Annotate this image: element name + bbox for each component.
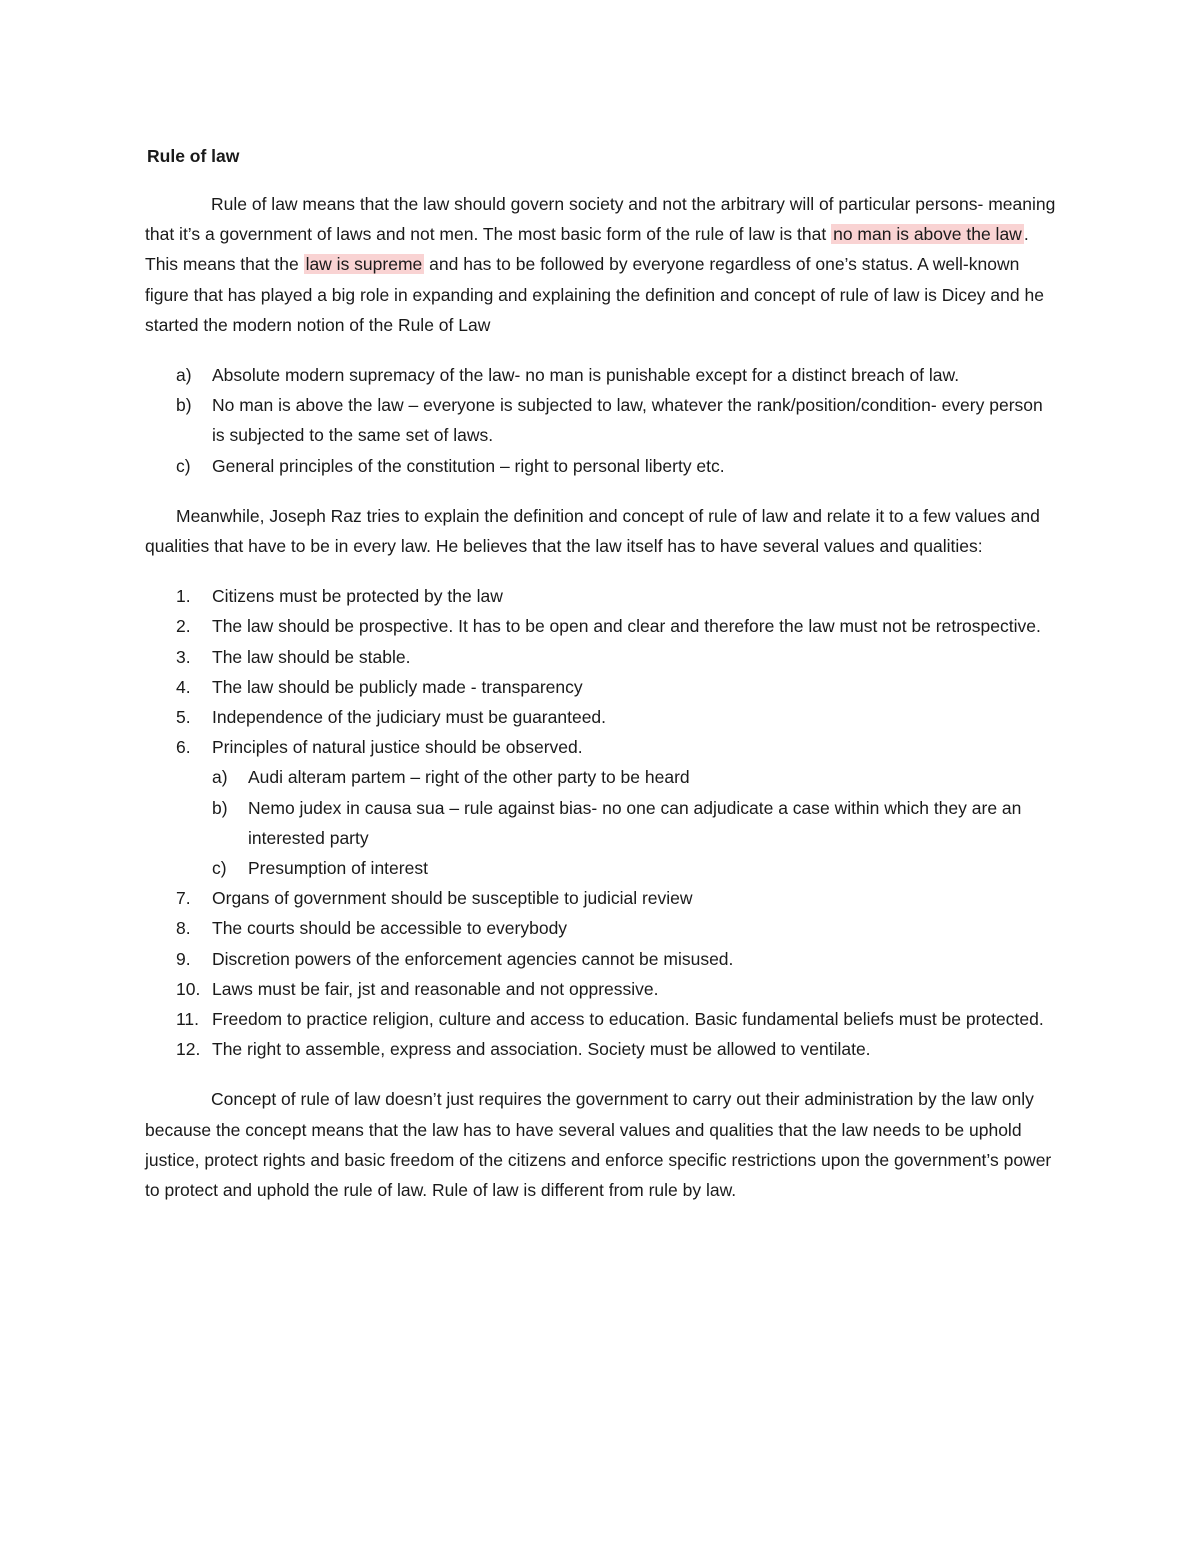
list-item-text: Freedom to practice religion, culture and access to education. Basic fundamental beliefs must be protected.: [212, 1009, 1044, 1030]
list-marker: 3.: [176, 646, 191, 667]
list-marker: 7.: [176, 888, 191, 909]
list-marker: c): [176, 455, 191, 476]
list-item: [145, 1004, 1060, 1034]
sublist-item: [212, 793, 1060, 853]
list-item-text: The law should be prospective. It has to be open and clear and therefore the law must not be retrospective.: [212, 616, 1041, 637]
list-item: [145, 611, 1060, 641]
list-item-text: Absolute modern supremacy of the law- no man is punishable except for a distinct breach of law.: [212, 365, 960, 386]
list-marker: 11.: [176, 1009, 200, 1030]
list-item-text: Independence of the judiciary must be guaranteed.: [212, 707, 607, 728]
list-item: [145, 672, 1060, 702]
list-item-text: The courts should be accessible to everybody: [212, 918, 568, 939]
list-marker: a): [176, 365, 192, 386]
raz-paragraph: Meanwhile, Joseph Raz tries to explain the definition and concept of rule of law and relate it to a few values and qualities that have to be in every law. He believes that the law itself has to have several values and qualities:: [145, 505, 1040, 557]
sublist-item: [212, 853, 1060, 883]
sublist-marker: c): [212, 858, 227, 879]
raz-values-list: [145, 581, 1060, 1064]
sublist-item-text: Audi alteram partem – right of the other party to be heard: [248, 767, 690, 788]
list-item: [145, 360, 1060, 390]
sublist-item: [212, 762, 1060, 792]
sublist-item-text: Nemo judex in causa sua – rule against bias- no one can adjudicate a case within which they are an interested party: [248, 797, 1022, 848]
natural-justice-sublist: [212, 762, 1060, 883]
document-body: [145, 143, 1060, 1225]
list-item: [145, 974, 1060, 1004]
dicey-principles-list: [145, 360, 1060, 481]
list-item: [145, 944, 1060, 974]
list-item: [145, 451, 1060, 481]
list-item-text: The law should be stable.: [212, 646, 411, 667]
intro-text-part-3: and has to be followed by everyone regardless of one’s status. A well-known figure that has played a big role in expanding and explaining the definition and concept of rule of law is Dicey and he started the modern notion of the Rule of Law: [145, 254, 1044, 335]
list-item-text: The right to assemble, express and association. Society must be allowed to ventilate.: [212, 1039, 871, 1060]
list-item: [145, 732, 1060, 883]
conclusion-paragraph: Concept of rule of law doesn’t just requires the government to carry out their administration by the law only because the concept means that the law has to have several values and qualities that the law needs to be uphold justice, protect rights and basic freedom of the citizens and enforce specific restrictions upon the government’s power to protect and uphold the rule of law. Rule of law is different from rule by law.: [145, 1089, 1052, 1201]
list-item-text: Organs of government should be susceptible to judicial review: [212, 888, 693, 909]
document-title: Rule of law: [147, 146, 240, 166]
list-marker: 4.: [176, 676, 191, 697]
sublist-marker: a): [212, 767, 228, 788]
list-item-text: Discretion powers of the enforcement agencies cannot be misused.: [212, 948, 734, 969]
list-item: [145, 1034, 1060, 1064]
highlight-no-man-above-law: no man is above the law: [833, 224, 1022, 245]
list-marker: 2.: [176, 616, 191, 637]
list-item: [145, 702, 1060, 732]
list-marker: 5.: [176, 707, 191, 728]
list-marker: 12.: [176, 1039, 201, 1060]
list-item: [145, 913, 1060, 943]
sublist-marker: b): [212, 797, 228, 818]
list-item: [145, 581, 1060, 611]
list-item-text: Laws must be fair, jst and reasonable and not oppressive.: [212, 978, 659, 999]
list-marker: 9.: [176, 948, 191, 969]
list-item-text: No man is above the law – everyone is subjected to law, whatever the rank/position/condition- every person is subjected to the same set of laws.: [212, 395, 1043, 446]
list-item-text: General principles of the constitution – right to personal liberty etc.: [212, 455, 725, 476]
list-item-text: The law should be publicly made - transparency: [212, 676, 583, 697]
intro-paragraph: [145, 189, 1060, 340]
list-marker: 1.: [176, 586, 191, 607]
list-item-text: Citizens must be protected by the law: [212, 586, 503, 607]
list-item-text: Principles of natural justice should be observed.: [212, 737, 583, 758]
sublist-item-text: Presumption of interest: [248, 858, 428, 879]
list-marker: 8.: [176, 918, 191, 939]
highlight-law-is-supreme: law is supreme: [305, 254, 423, 275]
intro-text-part-1: Rule of law means that the law should govern society and not the arbitrary will of particular persons- meaning that it’s a government of laws and not men. The most basic form of the rule of law is that: [145, 194, 1056, 245]
list-marker: 10.: [176, 978, 201, 999]
intro-text-part-2: . This means that the: [145, 224, 1029, 275]
list-item: [145, 883, 1060, 913]
list-item: [145, 642, 1060, 672]
list-marker: 6.: [176, 737, 191, 758]
list-item: [145, 390, 1060, 450]
list-marker: b): [176, 395, 192, 416]
